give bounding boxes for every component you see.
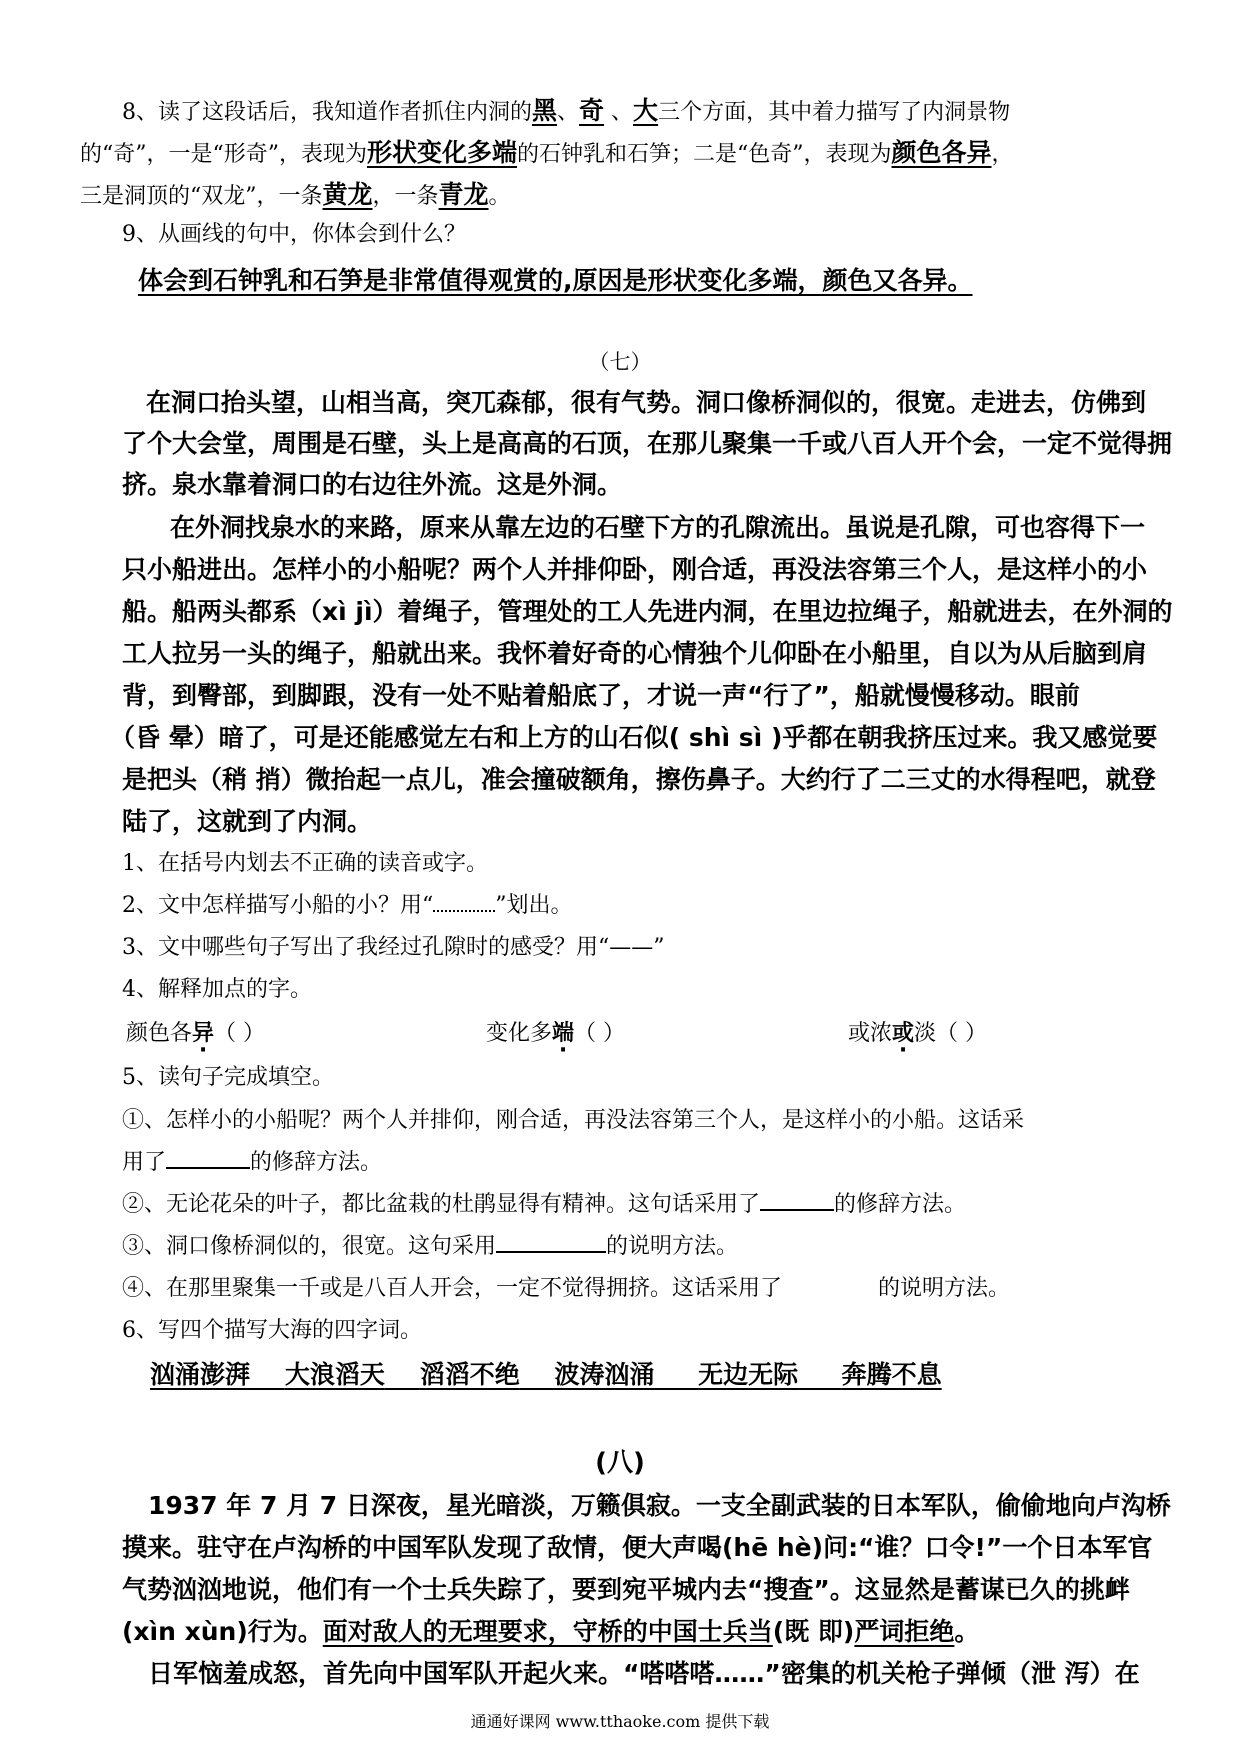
- answer-shape: 形状变化多端: [367, 138, 518, 167]
- q8-line-3: 三是洞顶的“双龙”，一条黄龙，一条青龙。: [80, 180, 511, 209]
- sea-word: 奔腾不息: [841, 1360, 942, 1389]
- s7-q4-word-2: 变化多端（ ）: [486, 1021, 626, 1046]
- s7-p2-line-4: 工人拉另一头的绳子，船就出来。我怀着好奇的心情独个儿仰卧在小船里，自以为从后脑到肩: [122, 639, 1148, 668]
- q8-line-2: 的“奇”，一是“形奇”，表现为形状变化多端的石钟乳和石笋；二是“色奇”，表现为颜色各异，: [80, 138, 1014, 167]
- s7-q4-word-3: 或浓或淡（ ）: [848, 1021, 988, 1046]
- sea-word: 汹涌澎湃: [150, 1360, 251, 1389]
- sea-word: 滔滔不绝: [419, 1360, 520, 1389]
- s7-p2-line-6: （昏 晕）暗了，可是还能感觉左右和上方的山石似( shì sì )乎都在朝我挤压过来。我又感觉要: [110, 723, 1158, 752]
- s7-q5-2: ②、无论花朵的叶子，都比盆栽的杜鹃显得有精神。这句话采用了 的修辞方法。: [122, 1192, 967, 1217]
- s7-q3: 3、文中哪些句子写出了我经过孔隙时的感受？用“——”: [122, 935, 665, 960]
- q8-line-1: 8、读了这段话后，我知道作者抓住内洞的黑、奇 、大三个方面，其中着力描写了内洞景物: [122, 96, 1011, 125]
- answer-black: 黑: [532, 96, 558, 125]
- s7-p2-line-2: 只小船进出。怎样小的小船呢？两个人并排仰卧，刚合适，再没法容第三个人，是这样小的小: [122, 555, 1148, 584]
- s7-q5-3: ③、洞口像桥洞似的，很宽。这句采用 的说明方法。: [122, 1234, 739, 1259]
- sea-word: 无边无际: [698, 1360, 799, 1389]
- section-7-heading: （七）: [588, 350, 652, 374]
- section-8-heading: (八): [595, 1448, 645, 1478]
- s7-q4-word-1: 颜色各异（ ）: [126, 1021, 266, 1046]
- answer-green-dragon: 青龙: [438, 180, 489, 209]
- s8-line-3: 气势汹汹地说，他们有一个士兵失踪了，要到宛平城内去“搜查”。这显然是蓄谋已久的挑衅: [122, 1575, 1130, 1604]
- s7-q5-1-line-1: ①、怎样小的小船呢？两个人并排仰，刚合适，再没法容第三个人，是这样小的小船。这话采: [122, 1108, 1025, 1133]
- s7-q1: 1、在括号内划去不正确的读音或字。: [122, 851, 488, 876]
- s7-q5: 5、读句子完成填空。: [122, 1065, 334, 1090]
- s8-line-1: 1937 年 7 月 7 日深夜，星光暗淡，万籁俱寂。一支全副武装的日本军队，偷偷地向卢沟桥: [148, 1491, 1171, 1520]
- q9-answer: 体会到石钟乳和石笋是非常值得观赏的,原因是形状变化多端，颜色又各异。: [138, 266, 973, 295]
- s7-p2-line-7: 是把头（稍 捎）微抬起一点儿，准会撞破额角，擦伤鼻子。大约行了二三丈的水得程吧，就登: [122, 765, 1156, 794]
- s7-p2-line-8: 陆了，这就到了内洞。: [122, 807, 373, 836]
- fill-blank: [166, 1166, 250, 1169]
- fill-blank: [760, 1208, 834, 1211]
- s7-q5-4: ④、在那里聚集一千或是八百人开会，一定不觉得拥挤。这话采用了 的说明方法。: [122, 1276, 1011, 1301]
- sea-word: 波涛汹涌: [554, 1360, 655, 1389]
- answer-big: 大: [633, 96, 659, 125]
- wavy-line-sample: [433, 909, 495, 912]
- fill-blank: [496, 1250, 606, 1253]
- s7-p1-line-1: 在洞口抬头望，山相当高，突兀森郁，很有气势。洞口像桥洞似的，很宽。走进去，仿佛到: [146, 388, 1147, 417]
- s7-q6: 6、写四个描写大海的四字词。: [122, 1318, 422, 1343]
- q9-question: 9、从画线的句中，你体会到什么？: [122, 222, 466, 247]
- s7-q5-1-line-2: 用了 的修辞方法。: [122, 1150, 383, 1175]
- s7-p1-line-2: 了个大会堂，周围是石壁，头上是高高的石顶，在那儿聚集一千或八百人开个会，一定不觉得拥: [122, 429, 1173, 458]
- s7-q4: 4、解释加点的字。: [122, 977, 312, 1002]
- answer-color: 颜色各异: [891, 138, 992, 167]
- s7-p2-line-3: 船。船两头都系（xì jì）着绳子，管理处的工人先进内洞，在里边拉绳子，船就进去，在外洞的: [122, 597, 1173, 626]
- s7-p2-line-5: 背，到臀部，到脚跟，没有一处不贴着船底了，才说一声“行了”，船就慢慢移动。眼前: [122, 681, 1080, 710]
- s7-q2: 2、文中怎样描写小船的小？用“ ”划出。: [122, 893, 573, 918]
- sea-word: 大浪滔天: [284, 1360, 385, 1389]
- answer-yellow-dragon: 黄龙: [322, 180, 373, 209]
- s8-line-4: (xìn xùn)行为。面对敌人的无理要求，守桥的中国士兵当(既 即)严词拒绝。: [122, 1617, 980, 1646]
- s8-line-2: 摸来。驻守在卢沟桥的中国军队发现了敌情，便大声喝(hē hè)问:“谁？口令!”一个日本军官: [122, 1533, 1153, 1562]
- page-footer: 通通好课网 www.tthaoke.com 提供下载: [470, 1712, 770, 1731]
- s7-q6-answer: [150, 1362, 942, 1387]
- s7-p2-line-1: 在外洞找泉水的来路，原来从靠左边的石壁下方的孔隙流出。虽说是孔隙，可也容得下一: [170, 513, 1146, 542]
- s8-line-5: 日军恼羞成怒，首先向中国军队开起火来。“嗒嗒嗒……”密集的机关枪子弹倾（泄 泻）在: [148, 1659, 1140, 1688]
- s7-p1-line-3: 挤。泉水靠着洞口的右边往外流。这是外洞。: [122, 470, 623, 499]
- answer-odd: 奇: [579, 96, 605, 125]
